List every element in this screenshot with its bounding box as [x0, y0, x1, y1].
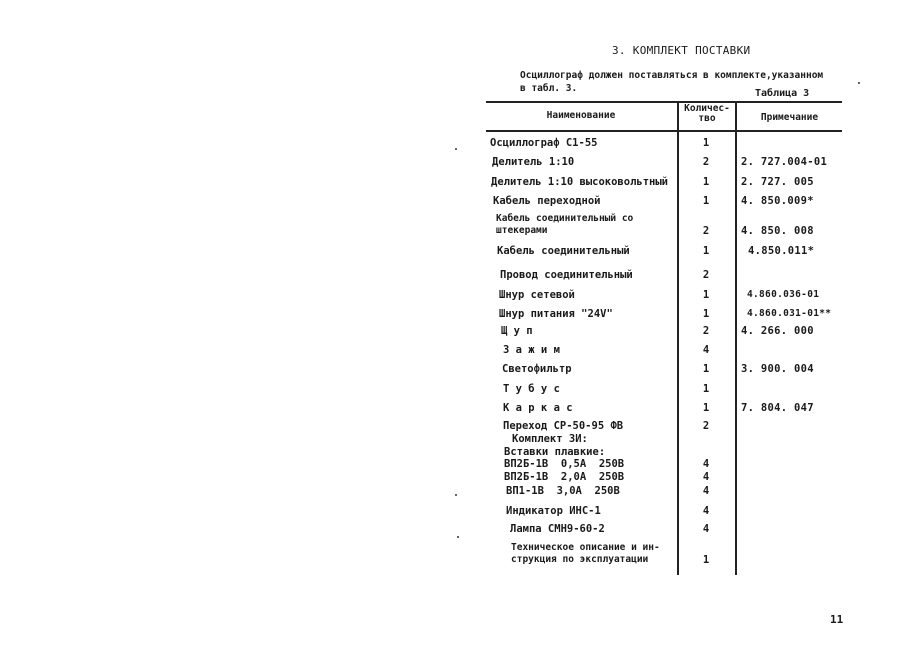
- table-cell-name: ВП1-1В 3,0А 250В: [506, 485, 620, 497]
- table-cell-name: Индикатор ИНС-1: [506, 505, 601, 517]
- table-cell-name: Шнур питания "24V": [499, 308, 613, 320]
- table-cell-note: 4.850.011*: [748, 245, 815, 257]
- table-cell-qty: 2: [702, 225, 710, 237]
- column-divider-note: [735, 101, 737, 575]
- table-cell-qty: 1: [702, 137, 710, 149]
- scan-speck: [457, 536, 459, 538]
- table-cell-qty: 1: [702, 383, 710, 395]
- table-cell-note: 2. 727. 005: [741, 176, 814, 188]
- table-cell-name: Техническое описание и ин- струкция по эксплуатации: [511, 542, 660, 565]
- table-cell-note: 7. 804. 047: [741, 402, 814, 414]
- table-cell-qty: 1: [702, 363, 710, 375]
- table-cell-note: 3. 900. 004: [741, 363, 814, 375]
- table-cell-qty: 1: [702, 289, 710, 301]
- table-cell-name: Кабель соединительный со штекерами: [496, 213, 634, 236]
- table-cell-name: Кабель соединительный: [497, 245, 630, 257]
- table-header-rule: [486, 130, 842, 132]
- table-cell-name: ВП2Б-1В 2,0А 250В: [504, 471, 625, 483]
- table-cell-note: 4.860.031-01**: [747, 308, 832, 319]
- header-note: Примечание: [760, 112, 819, 123]
- scan-speck: [858, 82, 860, 84]
- page-number: 11: [830, 613, 844, 626]
- table-cell-note: 4. 266. 000: [741, 325, 814, 337]
- table-cell-name: Т у б у с: [503, 383, 560, 395]
- column-divider-qty: [677, 101, 679, 575]
- table-cell-qty: 1: [702, 402, 710, 414]
- table-cell-name: Делитель 1:10 высоковольтный: [491, 176, 669, 188]
- table-cell-qty: 4: [702, 485, 710, 497]
- table-cell-name: Переход СР-50-95 ФВ: [503, 420, 624, 432]
- table-cell-qty: 4: [702, 458, 710, 470]
- header-name: Наименование: [546, 110, 616, 121]
- table-cell-qty: 1: [702, 176, 710, 188]
- table-cell-qty: 4: [702, 471, 710, 483]
- table-cell-name: Лампа СМН9-60-2: [510, 523, 605, 535]
- header-qty-line-2: тво: [698, 113, 716, 124]
- scan-speck: [455, 494, 457, 496]
- intro-line-1: Осциллограф должен поставляться в комплекте,указанном: [520, 70, 824, 81]
- table-cell-qty: 2: [702, 156, 710, 168]
- table-cell-qty: 4: [702, 344, 710, 356]
- table-cell-note: 2. 727.004-01: [741, 156, 828, 168]
- table-cell-name: Вставки плавкие:: [504, 446, 606, 458]
- table-cell-note: 4. 850.009*: [741, 195, 814, 207]
- table-cell-name: Делитель 1:10: [492, 156, 575, 168]
- table-cell-name: Провод соединительный: [500, 269, 633, 281]
- table-cell-qty: 1: [702, 195, 710, 207]
- table-cell-qty: 4: [702, 505, 710, 517]
- header-qty-line-1: Количес-: [684, 103, 730, 114]
- intro-line-2: в табл. 3.: [520, 83, 578, 94]
- section-title: 3. КОМПЛЕКТ ПОСТАВКИ: [612, 44, 751, 57]
- table-cell-qty: 1: [702, 308, 710, 320]
- table-cell-qty: 1: [702, 554, 710, 566]
- table-cell-name: Комплект ЗИ:: [512, 433, 588, 445]
- table-cell-name: Осциллограф С1-55: [490, 137, 598, 149]
- table-cell-name: К а р к а с: [503, 402, 573, 414]
- table-label: Таблица 3: [755, 88, 810, 99]
- table-top-rule: [486, 101, 842, 103]
- table-cell-name: Щ у п: [501, 325, 533, 337]
- table-cell-name: ВП2Б-1В 0,5А 250В: [504, 458, 625, 470]
- table-cell-name: Кабель переходной: [493, 195, 601, 207]
- table-cell-name: З а ж и м: [503, 344, 560, 356]
- header-qty: [679, 104, 735, 124]
- scan-speck: [455, 148, 457, 150]
- table-cell-qty: 2: [702, 420, 710, 432]
- table-cell-qty: 1: [702, 245, 710, 257]
- table-cell-name: Шнур сетевой: [499, 289, 575, 301]
- table-cell-qty: 2: [702, 269, 710, 281]
- table-cell-qty: 4: [702, 523, 710, 535]
- table-cell-note: 4.860.036-01: [747, 289, 820, 300]
- table-cell-qty: 2: [702, 325, 710, 337]
- table-cell-note: 4. 850. 008: [741, 225, 814, 237]
- table-cell-name: Светофильтр: [502, 363, 572, 375]
